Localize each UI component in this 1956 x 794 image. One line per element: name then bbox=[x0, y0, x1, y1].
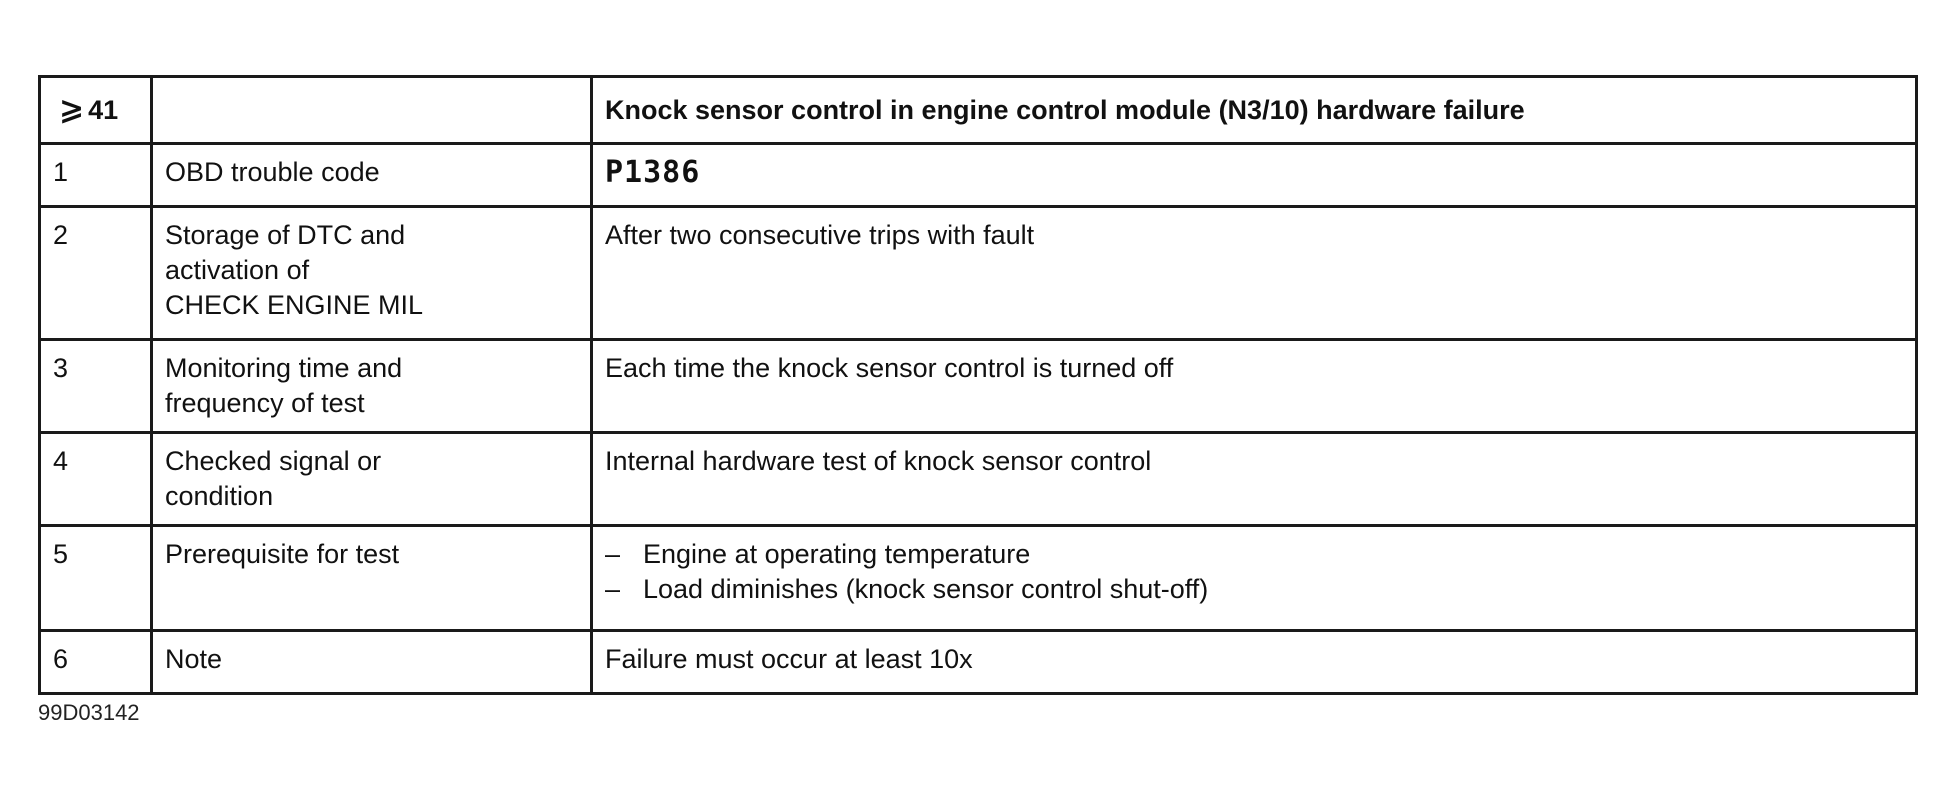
list-item bbox=[605, 537, 1903, 572]
row-parameter: OBD trouble code bbox=[152, 144, 592, 207]
row-parameter bbox=[152, 207, 592, 340]
param-line: activation of bbox=[165, 255, 310, 285]
diagnostic-table bbox=[38, 75, 1918, 695]
row-value: Each time the knock sensor control is turned off bbox=[592, 340, 1917, 433]
row-number: 5 bbox=[40, 526, 152, 631]
list-item-text: Engine at operating temperature bbox=[643, 539, 1031, 569]
row-value: Failure must occur at least 10x bbox=[592, 631, 1917, 694]
obd-code: P1386 bbox=[605, 155, 701, 190]
table-row bbox=[40, 144, 1917, 207]
row-value bbox=[592, 144, 1917, 207]
list-item bbox=[605, 572, 1903, 607]
table-row bbox=[40, 526, 1917, 631]
table-row bbox=[40, 433, 1917, 526]
dash-bullet: – bbox=[605, 574, 621, 604]
test-number-cell bbox=[40, 77, 152, 144]
figure-reference-code: 99D03142 bbox=[38, 700, 140, 725]
row-parameter bbox=[152, 340, 592, 433]
param-line: Storage of DTC and bbox=[165, 220, 406, 250]
table-title: Knock sensor control in engine control module (N3/10) hardware failure bbox=[592, 77, 1917, 144]
row-number: 2 bbox=[40, 207, 152, 340]
greater-equal-arrow-icon: ⩾ bbox=[59, 93, 85, 126]
param-line: condition bbox=[165, 481, 274, 511]
row-parameter: Prerequisite for test bbox=[152, 526, 592, 631]
table-header-row bbox=[40, 77, 1917, 144]
empty-header-cell bbox=[152, 77, 592, 144]
list-item-text: Load diminishes (knock sensor control shut-off) bbox=[643, 574, 1209, 604]
param-line: Checked signal or bbox=[165, 446, 382, 476]
param-line: CHECK ENGINE MIL bbox=[165, 290, 424, 320]
row-value: After two consecutive trips with fault bbox=[592, 207, 1917, 340]
row-value bbox=[592, 526, 1917, 631]
test-number: 41 bbox=[88, 95, 119, 125]
row-number: 4 bbox=[40, 433, 152, 526]
param-line: frequency of test bbox=[165, 388, 365, 418]
row-value: Internal hardware test of knock sensor control bbox=[592, 433, 1917, 526]
param-line: Monitoring time and bbox=[165, 353, 403, 383]
row-number: 6 bbox=[40, 631, 152, 694]
row-number: 1 bbox=[40, 144, 152, 207]
row-parameter bbox=[152, 433, 592, 526]
table-row bbox=[40, 340, 1917, 433]
row-parameter: Note bbox=[152, 631, 592, 694]
table-row bbox=[40, 631, 1917, 694]
dash-bullet: – bbox=[605, 539, 621, 569]
table-row bbox=[40, 207, 1917, 340]
row-number: 3 bbox=[40, 340, 152, 433]
